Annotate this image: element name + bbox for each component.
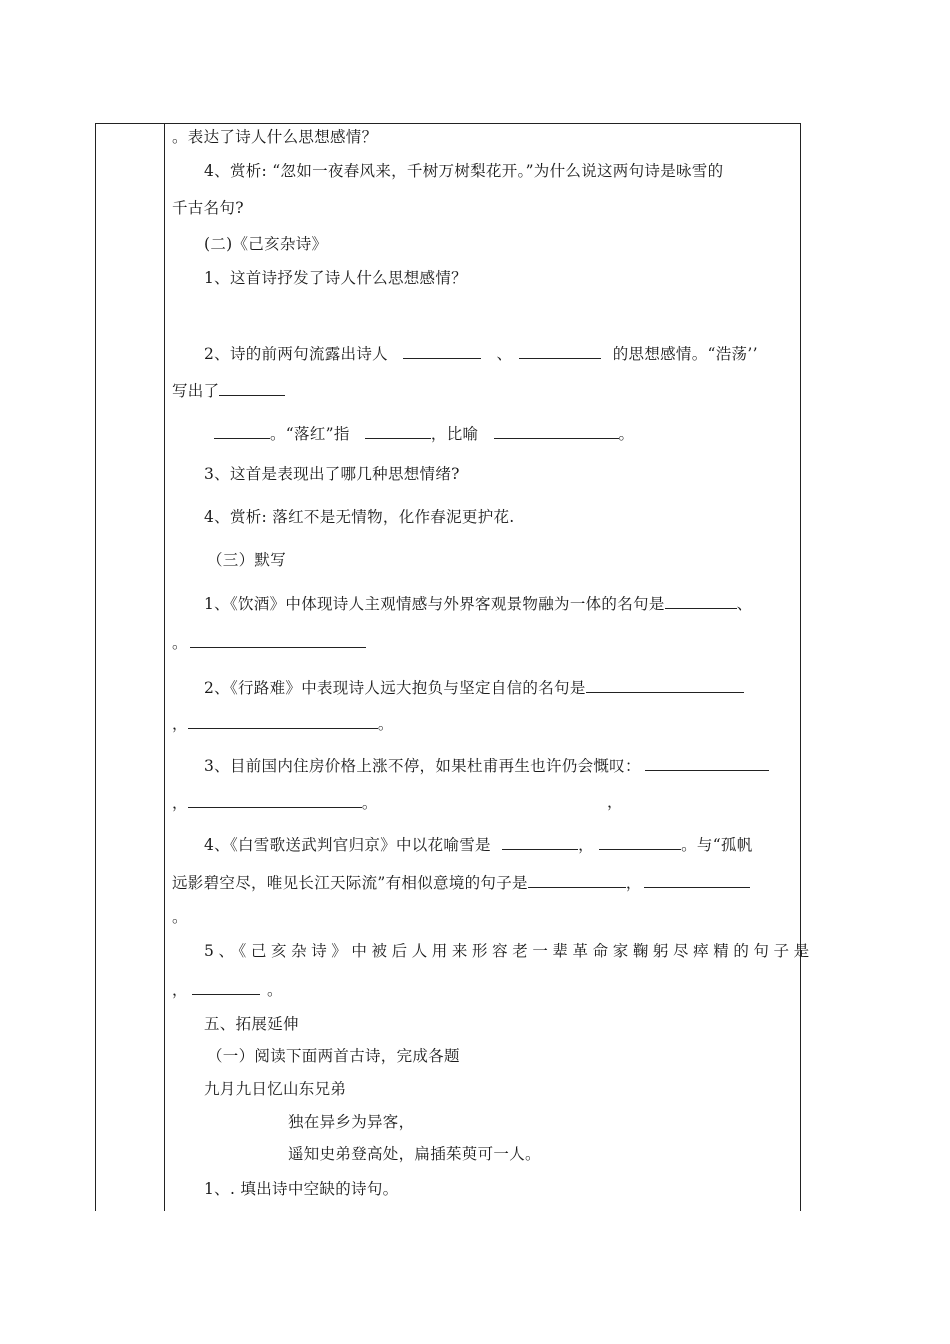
text-line: 。表达了诗人什么思想感情？ [172,128,378,146]
question-2: 2、诗的前两句流露出诗人 、 的思想感情。“浩荡’’ [204,345,758,363]
text-line: ， 。 [172,715,394,733]
answer-blank[interactable] [365,423,431,439]
poem-line-1: 独在异乡为异客， [288,1113,415,1131]
section-heading-jihai: (二)《己亥杂诗》 [204,235,328,253]
dictation-4: 4、《白雪歌送武判官归京》中以花喻雪是 ， 。与“孤帆 [204,836,753,854]
answer-blank[interactable] [528,872,626,888]
text-line: 。 [172,632,366,653]
poem-title: 九月九日忆山东兄弟 [204,1080,347,1098]
answer-blank[interactable] [188,792,362,808]
answer-blank[interactable] [192,979,260,995]
answer-blank[interactable] [502,834,578,850]
table-right-border [800,123,801,1211]
text-line: 。 [172,908,188,926]
question-4: 4、赏析: 落红不是无情物，化作春泥更护花. [204,508,515,526]
text-line: 远影碧空尽，唯见长江天际流”有相似意境的句子是 ， [172,872,750,893]
question-1: 1、这首诗抒发了诗人什么思想感情？ [204,269,467,287]
answer-blank[interactable] [219,380,285,396]
poem-line-2: 遥知史弟登高处，扁插茱萸可一人。 [288,1145,541,1163]
text-line: ， [607,793,623,811]
dictation-3: 3、目前国内住房价格上涨不停，如果杜甫再生也许仍会慨叹： [204,755,769,776]
table-top-border [95,123,801,124]
text-line: ， 。 [172,981,283,999]
text-line: 。“落红”指 ，比喻 。 [214,423,634,444]
answer-blank[interactable] [599,834,681,850]
question-3: 3、这首是表现出了哪几种思想情绪? [204,465,460,483]
section-heading-extension: 五、拓展延伸 [204,1015,299,1033]
reading-instruction: （一）阅读下面两首古诗，完成各题 [207,1047,460,1065]
dictation-2: 2、《行路难》中表现诗人远大抱负与坚定自信的名句是 [204,677,744,698]
answer-blank[interactable] [665,593,737,609]
table-column-divider [164,123,165,1211]
dictation-5: 5、《己亥杂诗》中被后人用来形容老一辈革命家鞠躬尽瘁精的句子是 [204,942,814,960]
answer-blank[interactable] [586,677,744,693]
answer-blank[interactable] [645,755,769,771]
reading-question-1: 1、. 填出诗中空缺的诗句。 [204,1180,399,1198]
answer-blank[interactable] [188,713,378,729]
text-line: ， 。 [172,794,378,812]
answer-blank[interactable] [190,632,366,648]
table-left-border [95,123,96,1211]
question-4-appreciation: 4、赏析: “忽如一夜春风来，千树万树梨花开。”为什么说这两句诗是咏雪的 [204,162,724,180]
answer-blank[interactable] [403,343,481,359]
answer-blank[interactable] [519,343,601,359]
text-line: 写出了 [172,380,285,401]
answer-blank[interactable] [494,423,619,439]
text-line: 千古名句? [172,199,244,217]
answer-blank[interactable] [644,872,750,888]
section-heading-dictation: （三）默写 [207,551,287,569]
answer-blank[interactable] [214,423,270,439]
dictation-1: 1、《饮酒》中体现诗人主观情感与外界客观景物融为一体的名句是 、 [204,595,753,613]
